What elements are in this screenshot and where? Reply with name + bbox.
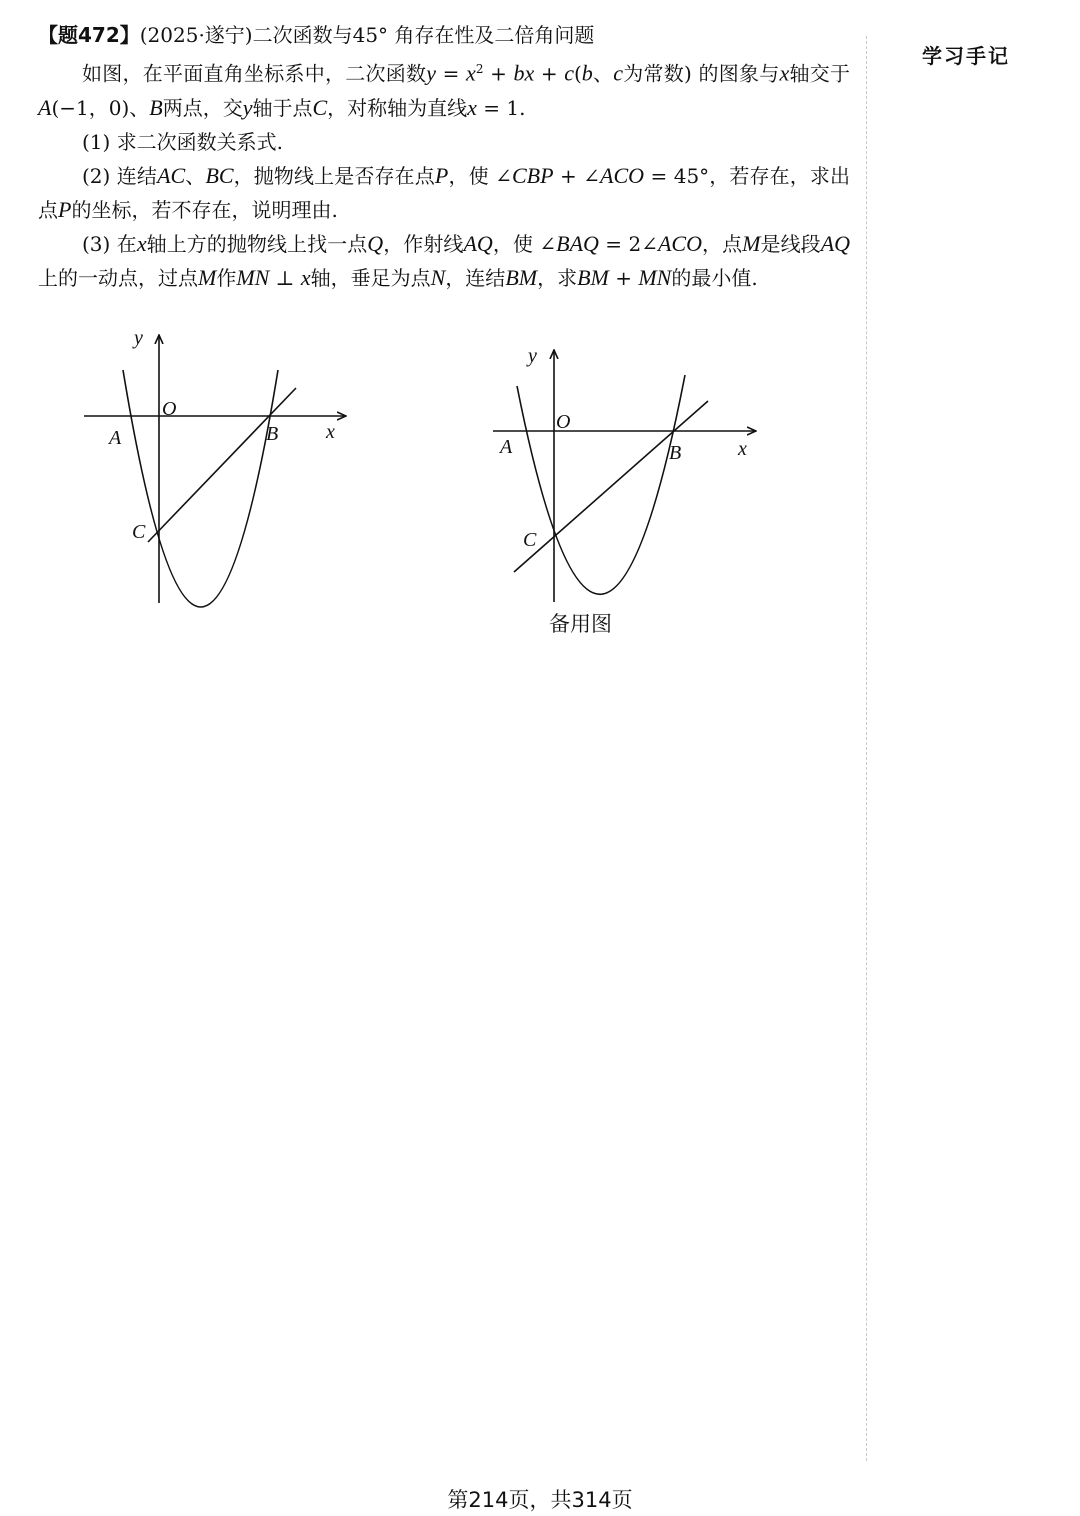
question-3: (3) 在x轴上方的抛物线上找一点Q，作射线AQ，使 ∠BAQ = 2∠ACO，点M是线段AQ上的一动点，过点M作MN ⊥ x轴，垂足为点N，连结BM，求BM + MN的最小值. (38, 230, 851, 290)
label-a: A (500, 436, 513, 458)
label-y: y (134, 327, 143, 349)
problem-number: 【题472】 (38, 23, 140, 47)
label-c: C (523, 529, 537, 551)
label-o: O (556, 411, 571, 433)
page-footer: 第214页，共314页 (447, 1488, 633, 1512)
label-a: A (109, 427, 122, 449)
line-bc (514, 401, 708, 572)
notes-divider (866, 36, 867, 1461)
question-1: (1) 求二次函数关系式. (82, 129, 284, 154)
question-2: (2) 连结AC、BC，抛物线上是否存在点P，使 ∠CBP + ∠ACO = 45°，若存在，求出点P的坐标，若不存在，说明理由. (38, 162, 851, 222)
label-x: x (326, 421, 335, 443)
label-c: C (132, 521, 146, 543)
figure-1 (80, 325, 360, 610)
problem-title-line (38, 18, 850, 52)
study-notes-title: 学习手记 (922, 44, 1010, 68)
parabola-curve (517, 375, 685, 594)
label-x: x (738, 438, 747, 460)
problem-intro: 如图，在平面直角坐标系中，二次函数$y = x^2$ + bx + c(b、c为常数) 的图象与x轴交于A(−1，0)、B两点，交y轴于点C，对称轴为直线x = 1. (38, 60, 851, 120)
problem-text (38, 18, 850, 295)
backup-figure-caption: 备用图 (549, 612, 612, 636)
figure-2 (488, 340, 768, 610)
label-o: O (162, 398, 177, 420)
label-y: y (528, 345, 537, 367)
label-b: B (669, 442, 682, 464)
problem-title: (2025·遂宁)二次函数与45° 角存在性及二倍角问题 (139, 23, 595, 47)
label-b: B (266, 423, 279, 445)
